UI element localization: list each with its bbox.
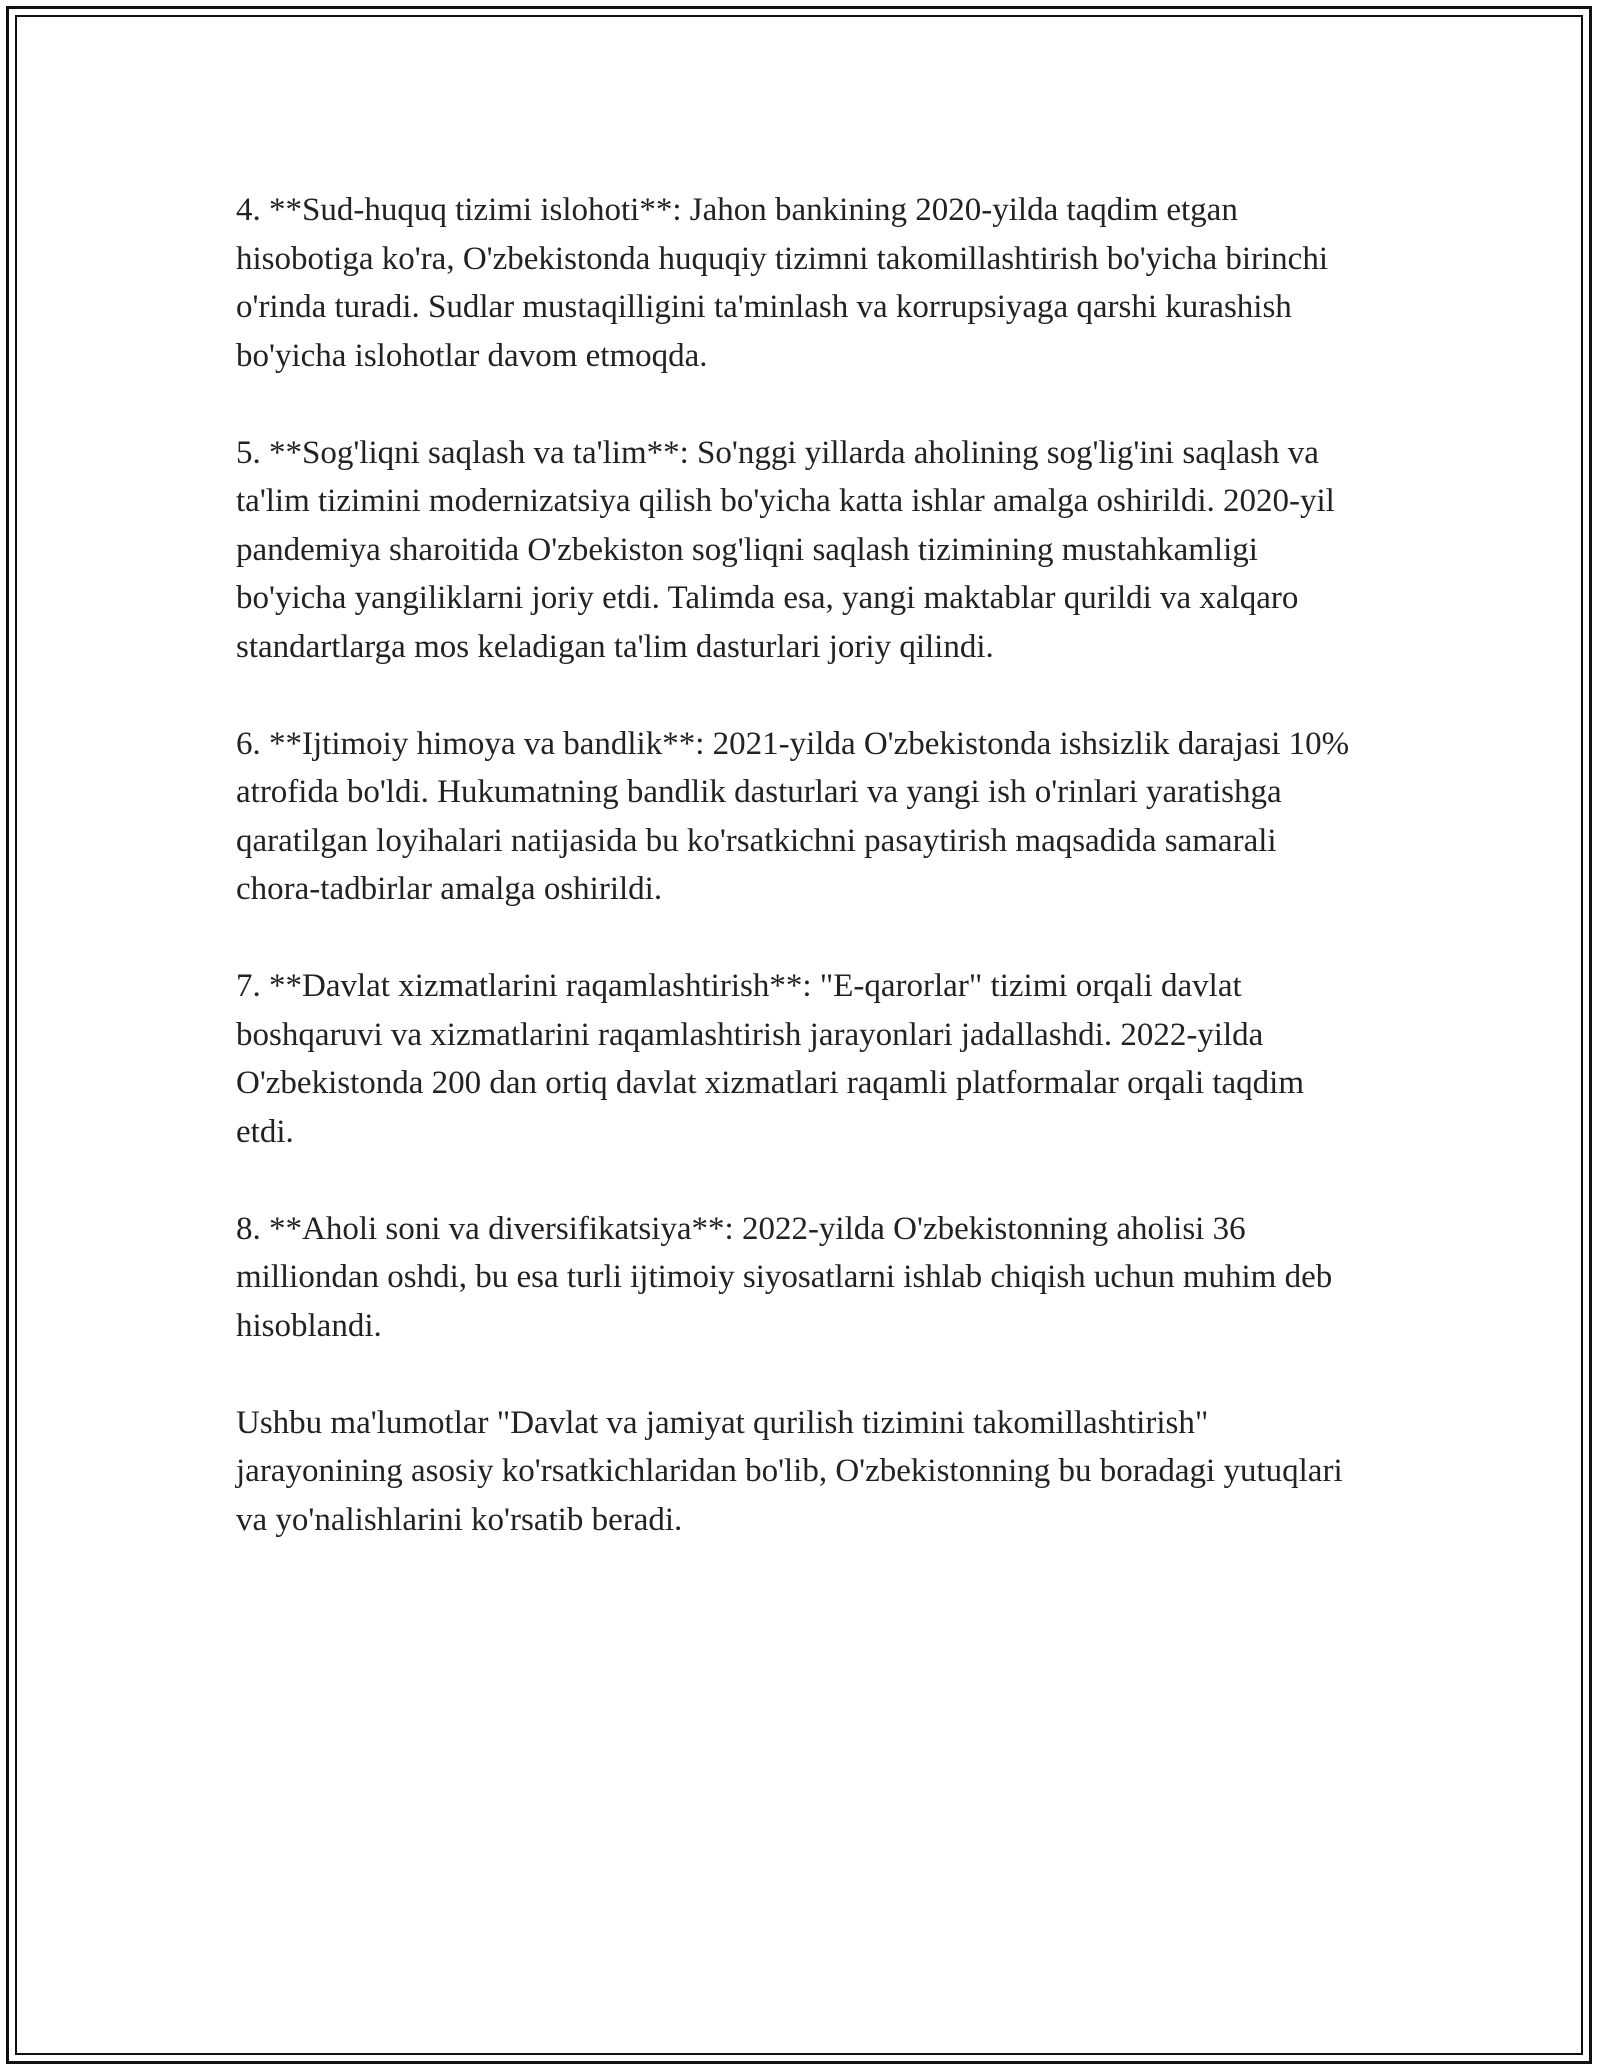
paragraph-conclusion: Ushbu ma'lumotlar "Davlat va jamiyat qurilish tizimini takomillashtirish" jarayonining asosiy ko'rsatkichlaridan bo'lib, O'zbekistonning bu boradagi yutuqlari va yo'nalishlarini ko'rsatib beradi.: [236, 1404, 1343, 1538]
paragraph-davlat-xizmatlari: 7. **Davlat xizmatlarini raqamlashtirish**: "E-qarorlar" tizimi orqali davlat boshqaruvi va xizmatlarini raqamlashtirish jarayonlari jadallashdi. 2022-yilda O'zbekistonda 200 dan ortiq davlat xizmatlari raqamli platformalar orqali taqdim etdi.: [236, 968, 1305, 1150]
document-body: [236, 186, 1366, 1593]
paragraph-sud-huquq: 4. **Sud-huquq tizimi islohoti**: Jahon bankining 2020-yilda taqdim etgan hisobotiga ko'ra, O'zbekistonda huquqiy tizimni takomillashtirish bo'yicha birinchi o'rinda turadi. Sudlar mustaqilligini ta'minlash va korrupsiyaga qarshi kurashish bo'yicha islohotlar davom etmoqda.: [236, 192, 1328, 374]
paragraph-sogliqni-saqlash: 5. **Sog'liqni saqlash va ta'lim**: So'nggi yillarda aholining sog'lig'ini saqlash va ta'lim tizimini modernizatsiya qilish bo'yicha katta ishlar amalga oshirildi. 2020-yil pandemiya sharoitida O'zbekiston sog'liqni saqlash tizimining mustahkamligi bo'yicha yangiliklarni joriy etdi. Talimda esa, yangi maktablar qurildi va xalqaro standartlarga mos keladigan ta'lim dasturlari joriy qilindi.: [236, 434, 1335, 665]
paragraph-ijtimoiy-himoya: 6. **Ijtimoiy himoya va bandlik**: 2021-yilda O'zbekistonda ishsizlik darajasi 10% atrofida bo'ldi. Hukumatning bandlik dasturlari va yangi ish o'rinlari yaratishga qaratilgan loyihalari natijasida bu ko'rsatkichni pasaytirish maqsadida samarali chora-tadbirlar amalga oshirildi.: [236, 725, 1350, 907]
paragraph-aholi-soni: 8. **Aholi soni va diversifikatsiya**: 2022-yilda O'zbekistonning aholisi 36 milliondan oshdi, bu esa turli ijtimoiy siyosatlarni ishlab chiqish uchun muhim deb hisoblandi.: [236, 1210, 1333, 1344]
